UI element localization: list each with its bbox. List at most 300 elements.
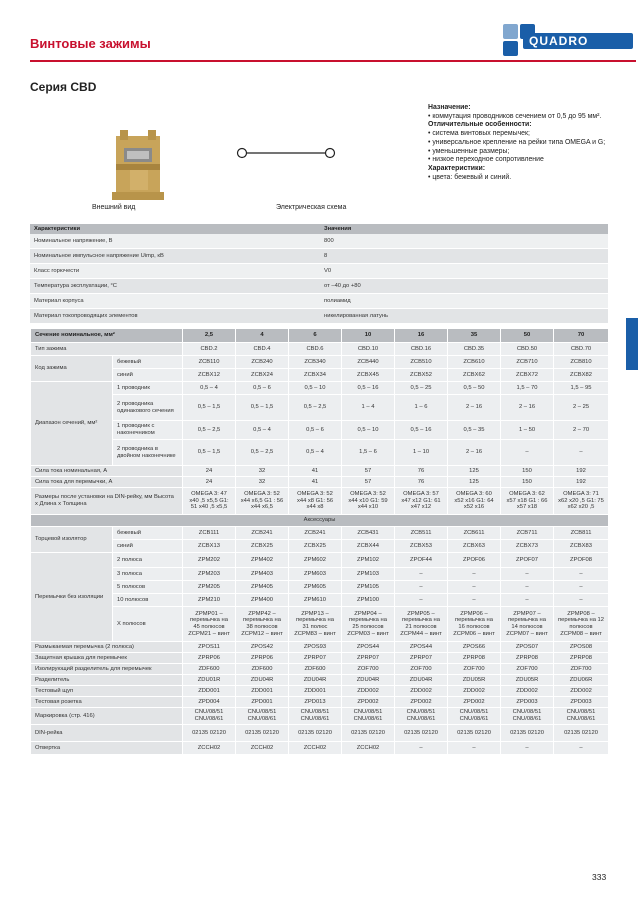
table-cell: OMEGA 3: 62 x57 x18 G1 : 66 x57 x18	[501, 488, 554, 515]
table-cell: ZPD002	[448, 697, 501, 708]
table-cell: CBD.70	[554, 343, 609, 356]
table-cell: ZDU01R	[183, 675, 236, 686]
table-cell: ZOF700	[501, 664, 554, 675]
specs-table	[30, 224, 608, 324]
table-cell: ZPMP08 – перемычка на 12 полюсов ZCPM08 – винт	[554, 607, 609, 642]
specs-row	[30, 309, 608, 324]
table-cell: ZPM403	[236, 568, 289, 581]
row-label: Размеры после установки на DIN-рейку, мм Высота х Длина х Толщина	[31, 488, 183, 515]
series-title: Серия CBD	[30, 80, 97, 94]
table-cell: CBD.2	[183, 343, 236, 356]
table-cell: 76	[395, 466, 448, 477]
row-label: Тестовый щуп	[31, 686, 183, 697]
table-cell: ZCCH02	[236, 742, 289, 755]
table-row	[31, 725, 609, 742]
table-cell: 192	[554, 466, 609, 477]
table-cell: ZCB431	[342, 527, 395, 540]
table-cell: ZCB810	[554, 356, 609, 369]
table-cell: CNU/08/51 CNU/08/61	[342, 708, 395, 725]
table-cell: 24	[183, 477, 236, 488]
scheme-caption: Электрическая схема	[276, 204, 347, 211]
table-row	[31, 527, 609, 540]
table-cell: –	[395, 568, 448, 581]
table-cell: 1 – 10	[395, 440, 448, 466]
row-sublabel: 1 проводник	[113, 382, 183, 395]
table-cell: 0,5 – 50	[448, 382, 501, 395]
table-row	[31, 664, 609, 675]
table-cell: ZPOS44	[342, 642, 395, 653]
table-cell: 41	[289, 466, 342, 477]
row-sublabel: синий	[113, 369, 183, 382]
table-cell: CNU/08/51 CNU/08/61	[236, 708, 289, 725]
spec-name: Номинальное импульсное напряжение Uimp, кВ	[30, 249, 320, 264]
description-line: • система винтовых перемычек;	[428, 130, 530, 138]
table-cell: ZCB811	[554, 527, 609, 540]
table-cell: ZCB241	[236, 527, 289, 540]
table-cell: 1 – 4	[342, 395, 395, 421]
table-cell: 150	[501, 466, 554, 477]
row-sublabel: 3 полюса	[113, 568, 183, 581]
table-cell: ZPM103	[342, 568, 395, 581]
table-cell: –	[554, 568, 609, 581]
table-cell: OMEGA 3: 47 x40 ,5 x5,5 G1: 51 x40 ,5 x5,5	[183, 488, 236, 515]
table-cell: ZCCH02	[342, 742, 395, 755]
table-row	[31, 642, 609, 653]
table-cell: ZCB710	[501, 356, 554, 369]
table-cell: ZCBX73	[501, 540, 554, 553]
table-row	[31, 343, 609, 356]
table-cell: ZPRP08	[554, 653, 609, 664]
table-cell: ZPOS11	[183, 642, 236, 653]
table-cell: ZPM210	[183, 594, 236, 607]
table-cell: CBD.16	[395, 343, 448, 356]
table-row	[31, 653, 609, 664]
table-cell: ZPMP05 – перемычка на 21 полюсов ZCPM44 – винт	[395, 607, 448, 642]
table-cell: ZPOF06	[448, 553, 501, 568]
table-cell: 02135 02120	[448, 725, 501, 742]
table-cell: ZCBX44	[342, 540, 395, 553]
spec-value: 800	[320, 234, 608, 249]
table-row	[31, 466, 609, 477]
table-cell: ZDU05R	[448, 675, 501, 686]
table-row	[31, 488, 609, 515]
table-cell: ZPOS08	[554, 642, 609, 653]
table-cell: ZCB340	[289, 356, 342, 369]
spec-value: никелированная латунь	[320, 309, 608, 324]
table-cell: ZCB611	[448, 527, 501, 540]
description-line: • универсальное крепление на рейки типа OMEGA и G;	[428, 138, 606, 146]
table-cell: ZDU04R	[289, 675, 342, 686]
table-cell: –	[448, 594, 501, 607]
table-cell: ZCB510	[395, 356, 448, 369]
table-cell: ZCBX34	[289, 369, 342, 382]
table-cell: CNU/08/51 CNU/08/61	[395, 708, 448, 725]
table-cell: ZDD002	[395, 686, 448, 697]
table-cell: 1 – 50	[501, 421, 554, 440]
table-cell: ZCBX45	[342, 369, 395, 382]
table-cell: ZPOS42	[236, 642, 289, 653]
table-cell: CBD.35	[448, 343, 501, 356]
description-line: • коммутация проводников сечением от 0,5 до 95 мм².	[428, 112, 602, 120]
electrical-scheme-icon	[236, 146, 336, 160]
table-cell: ZCCH02	[183, 742, 236, 755]
spec-value: 8	[320, 249, 608, 264]
table-cell: 02135 02120	[395, 725, 448, 742]
row-sublabel: бежевый	[113, 527, 183, 540]
table-cell: 0,5 – 2,5	[183, 421, 236, 440]
table-cell: CNU/08/51 CNU/08/61	[183, 708, 236, 725]
table-cell: 1,5 – 70	[501, 382, 554, 395]
table-cell: ZPRP06	[183, 653, 236, 664]
row-label: Изолирующий разделитель для перемычек	[31, 664, 183, 675]
table-row	[31, 477, 609, 488]
table-cell: ZCB511	[395, 527, 448, 540]
group-label: Код зажима	[31, 356, 113, 382]
table-cell: ZPM402	[236, 553, 289, 568]
table-cell: 125	[448, 466, 501, 477]
row-label: Отвертка	[31, 742, 183, 755]
logo-text: QUADRO	[529, 34, 589, 48]
table-cell: CNU/08/51 CNU/08/61	[448, 708, 501, 725]
specs-row	[30, 294, 608, 309]
table-cell: 125	[448, 477, 501, 488]
table-cell: ZPMP13 – перемычка на 31 полюс ZCPM83 – винт	[289, 607, 342, 642]
description-line: • уменьшенные размеры;	[428, 147, 510, 155]
table-cell: ZCB240	[236, 356, 289, 369]
table-row	[31, 697, 609, 708]
group-label: Диапазон сечений, мм²	[31, 382, 113, 466]
table-cell: ZCBX25	[236, 540, 289, 553]
row-label: Защитная крышка для перемычек	[31, 653, 183, 664]
table-cell: ZPD004	[183, 697, 236, 708]
group-label: Торцевой изолятор	[31, 527, 113, 553]
row-sublabel: 2 проводника одинакового сечения	[113, 395, 183, 421]
row-label: Маркировка (стр. 416)	[31, 708, 183, 725]
table-cell: 192	[554, 477, 609, 488]
header-section-label: Сечение номинальное, мм²	[31, 329, 183, 343]
table-cell: ZPM203	[183, 568, 236, 581]
table-cell: ZDU04R	[342, 675, 395, 686]
table-cell: ZDD002	[554, 686, 609, 697]
table-cell: –	[395, 742, 448, 755]
row-sublabel: 10 полюсов	[113, 594, 183, 607]
table-cell: –	[448, 581, 501, 594]
table-cell: ZCBX52	[395, 369, 448, 382]
table-cell: ZCBX53	[395, 540, 448, 553]
table-cell: ZDU04R	[236, 675, 289, 686]
table-cell: 0,5 – 16	[342, 382, 395, 395]
table-cell: ZCBX12	[183, 369, 236, 382]
specs-row	[30, 264, 608, 279]
specs-header-values: Значения	[320, 224, 608, 234]
accessories-label: Аксессуары	[31, 515, 609, 527]
table-cell: ZDD002	[501, 686, 554, 697]
table-cell: ZDU05R	[501, 675, 554, 686]
description-line: Назначение:	[428, 104, 471, 111]
header-divider	[30, 60, 636, 62]
table-cell: ZPOS44	[395, 642, 448, 653]
terminal-photo-icon	[100, 112, 180, 200]
table-cell: ZPOS66	[448, 642, 501, 653]
table-cell: 02135 02120	[183, 725, 236, 742]
table-cell: 0,5 – 10	[289, 382, 342, 395]
table-row	[31, 440, 609, 466]
table-cell: 02135 02120	[342, 725, 395, 742]
table-cell: CBD.50	[501, 343, 554, 356]
table-cell: CNU/08/51 CNU/08/61	[289, 708, 342, 725]
table-cell: 32	[236, 477, 289, 488]
table-cell: ZPM602	[289, 553, 342, 568]
table-cell: ZDU06R	[554, 675, 609, 686]
table-cell: 02135 02120	[289, 725, 342, 742]
table-cell: ZDD001	[236, 686, 289, 697]
table-cell: ZPOS93	[289, 642, 342, 653]
table-cell: ZPRP07	[289, 653, 342, 664]
table-cell: ZCB111	[183, 527, 236, 540]
table-row	[31, 675, 609, 686]
table-cell: CNU/08/51 CNU/08/61	[554, 708, 609, 725]
table-cell: ZPM102	[342, 553, 395, 568]
table-row	[31, 742, 609, 755]
table-cell: 02135 02120	[236, 725, 289, 742]
table-cell: –	[448, 568, 501, 581]
header-size: 50	[501, 329, 554, 343]
table-cell: 0,5 – 25	[395, 382, 448, 395]
table-cell: ZPM202	[183, 553, 236, 568]
table-cell: ZDF600	[183, 664, 236, 675]
description-line: • цвета: бежевый и синий.	[428, 173, 512, 181]
table-cell: 41	[289, 477, 342, 488]
table-cell: ZCBX62	[448, 369, 501, 382]
table-cell: OMEGA 3: 71 x62 x20 ,5 G1: 75 x62 x20 ,5	[554, 488, 609, 515]
table-cell: ZPM610	[289, 594, 342, 607]
table-cell: 0,5 – 1,5	[183, 440, 236, 466]
table-cell: ZPD002	[395, 697, 448, 708]
row-label: Тип зажима	[31, 343, 183, 356]
spec-value: V0	[320, 264, 608, 279]
accessories-section-row	[31, 515, 609, 527]
header-size: 16	[395, 329, 448, 343]
table-cell: –	[395, 581, 448, 594]
table-cell: ZPD001	[236, 697, 289, 708]
table-cell: ZCB610	[448, 356, 501, 369]
table-cell: ZCBX13	[183, 540, 236, 553]
table-cell: ZCBX82	[554, 369, 609, 382]
header-size: 2,5	[183, 329, 236, 343]
table-cell: ZCCH02	[289, 742, 342, 755]
table-cell: ZPM105	[342, 581, 395, 594]
table-cell: 02135 02120	[501, 725, 554, 742]
table-cell: –	[395, 594, 448, 607]
table-cell: 0,5 – 6	[236, 382, 289, 395]
row-sublabel: синий	[113, 540, 183, 553]
table-cell: ZPRP08	[448, 653, 501, 664]
table-cell: 0,5 – 1,5	[183, 395, 236, 421]
photo-caption: Внешний вид	[92, 204, 136, 211]
table-cell: ZPRP08	[501, 653, 554, 664]
spec-value: полиамид	[320, 294, 608, 309]
table-cell: 0,5 – 2,5	[289, 395, 342, 421]
table-cell: ZPM605	[289, 581, 342, 594]
table-cell: CBD.6	[289, 343, 342, 356]
table-cell: 0,5 – 16	[395, 421, 448, 440]
table-row	[31, 594, 609, 607]
table-row	[31, 708, 609, 725]
table-cell: –	[554, 742, 609, 755]
table-cell: –	[501, 742, 554, 755]
table-cell: ZPD002	[342, 697, 395, 708]
table-cell: 0,5 – 1,5	[236, 395, 289, 421]
specs-header-characteristics: Характеристики	[30, 224, 320, 234]
models-table	[30, 328, 609, 755]
table-cell: ZCBX25	[289, 540, 342, 553]
table-cell: ZDD001	[183, 686, 236, 697]
table-cell: 150	[501, 477, 554, 488]
quadro-logo	[503, 22, 635, 58]
table-row	[31, 568, 609, 581]
table-cell: ZPRP07	[395, 653, 448, 664]
table-cell: OMEGA 3: 57 x47 x12 G1: 61 x47 x12	[395, 488, 448, 515]
table-row	[31, 421, 609, 440]
table-cell: ZCB241	[289, 527, 342, 540]
page-number: 333	[592, 872, 607, 882]
row-sublabel: бежевый	[113, 356, 183, 369]
table-cell: ZCBX72	[501, 369, 554, 382]
row-label: Сила тока номинальная, А	[31, 466, 183, 477]
table-cell: 2 – 70	[554, 421, 609, 440]
table-cell: ZDU04R	[395, 675, 448, 686]
row-label: Размыкаемая перемычка (2 полюса)	[31, 642, 183, 653]
table-cell: CNU/08/51 CNU/08/61	[501, 708, 554, 725]
table-row	[31, 581, 609, 594]
row-label: DIN-рейка	[31, 725, 183, 742]
table-cell: 0,5 – 4	[289, 440, 342, 466]
table-header-row	[31, 329, 609, 343]
table-cell: 0,5 – 10	[342, 421, 395, 440]
table-cell: CBD.4	[236, 343, 289, 356]
spec-name: Класс горючести	[30, 264, 320, 279]
table-cell: 57	[342, 477, 395, 488]
row-label: Разделитель	[31, 675, 183, 686]
table-cell: –	[554, 581, 609, 594]
table-cell: ZCB711	[501, 527, 554, 540]
table-cell: ZOF700	[448, 664, 501, 675]
table-cell: ZCB440	[342, 356, 395, 369]
spec-name: Температура эксплуатации, °С	[30, 279, 320, 294]
table-cell: ZPOS07	[501, 642, 554, 653]
table-cell: –	[501, 440, 554, 466]
table-cell: 2 – 16	[448, 395, 501, 421]
header-size: 10	[342, 329, 395, 343]
table-cell: 2 – 25	[554, 395, 609, 421]
row-sublabel: 2 проводника в двойном наконечнике	[113, 440, 183, 466]
table-cell: 02135 02120	[554, 725, 609, 742]
table-cell: ZPM603	[289, 568, 342, 581]
table-cell: 32	[236, 466, 289, 477]
table-cell: –	[501, 568, 554, 581]
table-cell: ZDF700	[554, 664, 609, 675]
spec-value: от –40 до +80	[320, 279, 608, 294]
table-cell: ZPRP06	[236, 653, 289, 664]
table-cell: ZPMP06 – перемычка на 16 полюсов ZCPM06 – винт	[448, 607, 501, 642]
table-cell: 57	[342, 466, 395, 477]
description-block	[428, 104, 614, 182]
table-cell: ZPD013	[289, 697, 342, 708]
table-cell: OMEGA 3: 52 x44 x8 G1: 56 x44 x8	[289, 488, 342, 515]
group-label: Перемычки без изоляции	[31, 553, 113, 642]
table-cell: ZPM400	[236, 594, 289, 607]
table-cell: ZOF700	[395, 664, 448, 675]
table-cell: ZPM100	[342, 594, 395, 607]
header-size: 6	[289, 329, 342, 343]
spec-name: Номинальное напряжение, В	[30, 234, 320, 249]
table-cell: OMEGA 3: 60 x52 x16 G1: 64 x52 x16	[448, 488, 501, 515]
table-cell: ZCBX24	[236, 369, 289, 382]
table-row	[31, 369, 609, 382]
table-cell: 2 – 16	[501, 395, 554, 421]
table-cell: CBD.10	[342, 343, 395, 356]
row-sublabel: 5 полюсов	[113, 581, 183, 594]
row-sublabel: 2 полюса	[113, 553, 183, 568]
table-cell: ZPMP01 – перемычка на 45 полюсов ZCPM21 – винт	[183, 607, 236, 642]
table-cell: OMEGA 3: 52 x44 x10 G1: 59 x44 x10	[342, 488, 395, 515]
spec-name: Материал корпуса	[30, 294, 320, 309]
header-size: 4	[236, 329, 289, 343]
row-label: Сила тока для перемычки, А	[31, 477, 183, 488]
specs-row	[30, 249, 608, 264]
table-cell: ZCBX63	[448, 540, 501, 553]
specs-row	[30, 279, 608, 294]
table-cell: 0,5 – 4	[236, 421, 289, 440]
table-cell: –	[554, 440, 609, 466]
table-cell: ZDD001	[289, 686, 342, 697]
table-cell: ZPOF07	[501, 553, 554, 568]
table-cell: ZPD003	[501, 697, 554, 708]
table-cell: –	[554, 594, 609, 607]
table-cell: ZPRP07	[342, 653, 395, 664]
table-cell: ZPOF08	[554, 553, 609, 568]
table-cell: ZDD002	[342, 686, 395, 697]
description-line: Характеристики:	[428, 164, 485, 172]
row-sublabel: 1 проводник с наконечником	[113, 421, 183, 440]
header-size: 35	[448, 329, 501, 343]
table-cell: 1,5 – 6	[342, 440, 395, 466]
specs-row	[30, 234, 608, 249]
table-cell: ZPM405	[236, 581, 289, 594]
table-cell: 76	[395, 477, 448, 488]
row-sublabel: Х полюсов	[113, 607, 183, 642]
table-cell: ZPM205	[183, 581, 236, 594]
table-cell: –	[501, 581, 554, 594]
table-row	[31, 395, 609, 421]
table-cell: ZOF700	[342, 664, 395, 675]
table-cell: ZCBX83	[554, 540, 609, 553]
table-cell: ZPD003	[554, 697, 609, 708]
table-cell: –	[501, 594, 554, 607]
table-row	[31, 382, 609, 395]
side-tab	[626, 318, 638, 370]
table-row	[31, 540, 609, 553]
table-cell: ZPMP42 – перемычка на 38 полюсов ZCPM12 – винт	[236, 607, 289, 642]
table-cell: ZPMP07 – перемычка на 14 полюсов ZCPM07 – винт	[501, 607, 554, 642]
table-cell: 2 – 16	[448, 440, 501, 466]
table-cell: 1 – 6	[395, 395, 448, 421]
section-title: Винтовые зажимы	[30, 36, 151, 51]
table-cell: ZDF600	[289, 664, 342, 675]
table-cell: ZDD002	[448, 686, 501, 697]
table-cell: ZPOF44	[395, 553, 448, 568]
table-row	[31, 607, 609, 642]
